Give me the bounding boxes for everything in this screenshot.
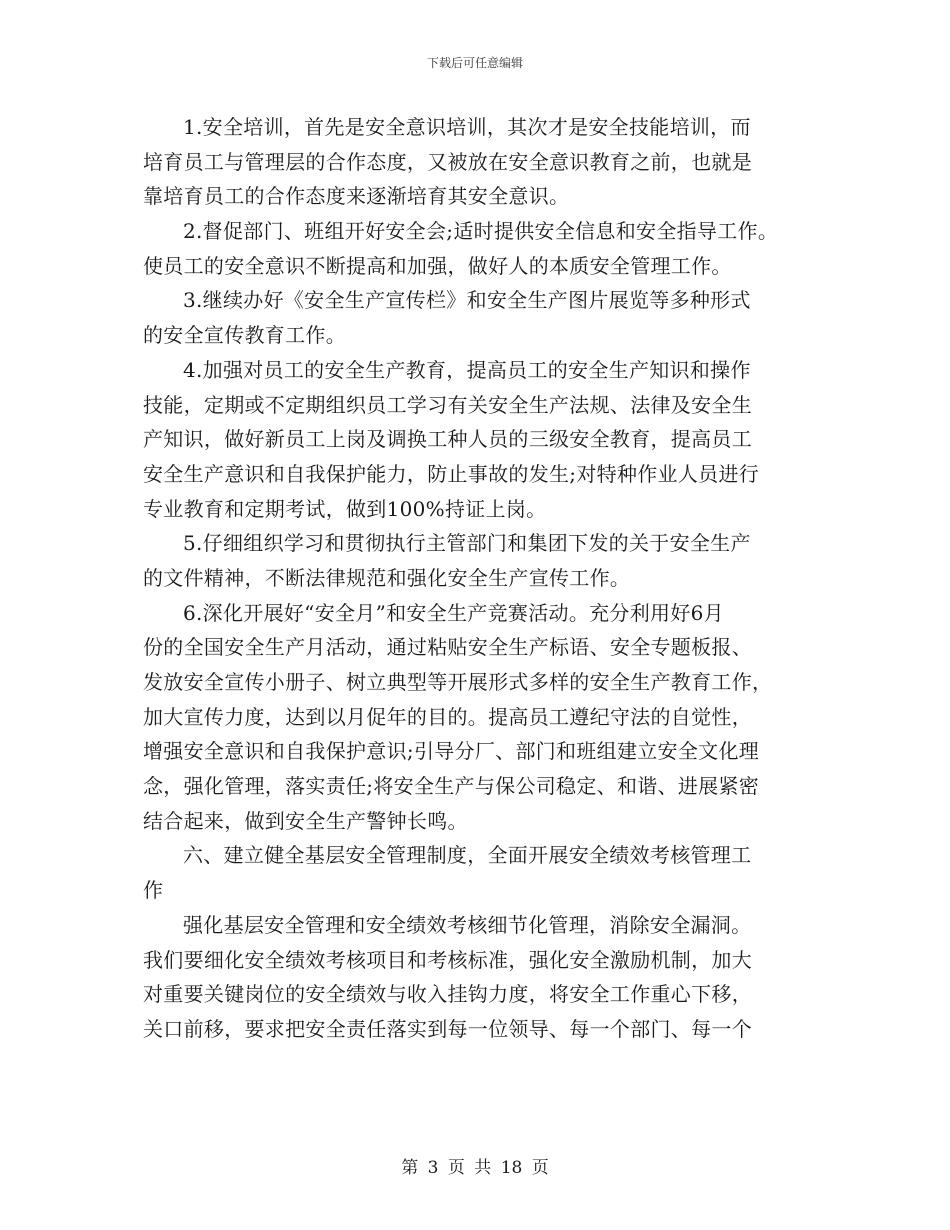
text-line-2: 培育员工与管理层的合作态度，又被放在安全意识教育之前，也就是 bbox=[143, 149, 752, 174]
text-line-13: 5.仔细组织学习和贯彻执行主管部门和集团下发的关于安全生产 bbox=[183, 531, 751, 556]
text-line-5: 使员工的安全意识不断提高和加强，做好人的本质安全管理工作。 bbox=[143, 253, 732, 278]
text-line-12: 专业教育和定期考试，做到100%持证上岗。 bbox=[143, 496, 547, 521]
page-number: 第 3 页 共 18 页 bbox=[401, 1158, 549, 1178]
section-heading-line-1: 六、建立健全基层安全管理制度，全面开展安全绩效考核管理工 bbox=[183, 843, 752, 868]
text-line-27: 关口前移，要求把安全责任落实到每一位领导、每一个部门、每一个 bbox=[143, 1016, 752, 1041]
text-line-11: 安全生产意识和自我保护能力，防止事故的发生;对特种作业人员进行 bbox=[143, 461, 760, 486]
text-line-7: 的安全宣传教育工作。 bbox=[143, 323, 346, 348]
text-line-17: 发放安全宣传小册子、树立典型等开展形式多样的安全生产教育工作， bbox=[143, 670, 773, 694]
text-line-15: 6.深化开展好“安全月”和安全生产竞赛活动。充分利用好6月 bbox=[183, 600, 724, 625]
text-line-14: 的文件精神，不断法律规范和强化安全生产宣传工作。 bbox=[143, 565, 631, 590]
text-line-1: 1.安全培训，首先是安全意识培训，其次才是安全技能培训，而 bbox=[183, 115, 751, 139]
text-line-25: 我们要细化安全绩效考核项目和考核标准，强化安全激励机制，加大 bbox=[143, 947, 752, 972]
header-note: 下载后可任意编辑 bbox=[426, 56, 523, 70]
text-line-18: 加大宣传力度，达到以月促年的目的。提高员工遵纪守法的自觉性， bbox=[143, 704, 752, 729]
text-line-6: 3.继续办好《安全生产宣传栏》和安全生产图片展览等多种形式 bbox=[183, 288, 751, 313]
text-line-26: 对重要关键岗位的安全绩效与收入挂钩力度，将安全工作重心下移， bbox=[143, 982, 752, 1007]
text-line-9: 技能，定期或不定期组织员工学习有关安全生产法规、法律及安全生 bbox=[143, 392, 752, 417]
text-line-3: 靠培育员工的合作态度来逐渐培育其安全意识。 bbox=[143, 184, 570, 209]
text-line-20: 念，强化管理，落实责任;将安全生产与保公司稳定、和谐、进展紧密 bbox=[143, 774, 760, 799]
text-line-19: 增强安全意识和自我保护意识;引导分厂、部门和班组建立安全文化理 bbox=[143, 739, 760, 764]
text-line-4: 2.督促部门、班组开好安全会;适时提供安全信息和安全指导工作。 bbox=[183, 219, 779, 244]
text-line-24: 强化基层安全管理和安全绩效考核细节化管理，消除安全漏洞。 bbox=[183, 912, 752, 937]
section-heading-line-2: 作 bbox=[143, 878, 164, 903]
document-body bbox=[143, 110, 813, 1047]
text-line-8: 4.加强对员工的安全生产教育，提高员工的安全生产知识和操作 bbox=[183, 357, 751, 382]
text-line-21: 结合起来，做到安全生产警钟长鸣。 bbox=[143, 808, 468, 833]
text-line-10: 产知识，做好新员工上岗及调换工种人员的三级安全教育，提高员工 bbox=[143, 427, 752, 452]
text-line-16: 份的全国安全生产月活动，通过粘贴安全生产标语、安全专题板报、 bbox=[143, 635, 752, 660]
